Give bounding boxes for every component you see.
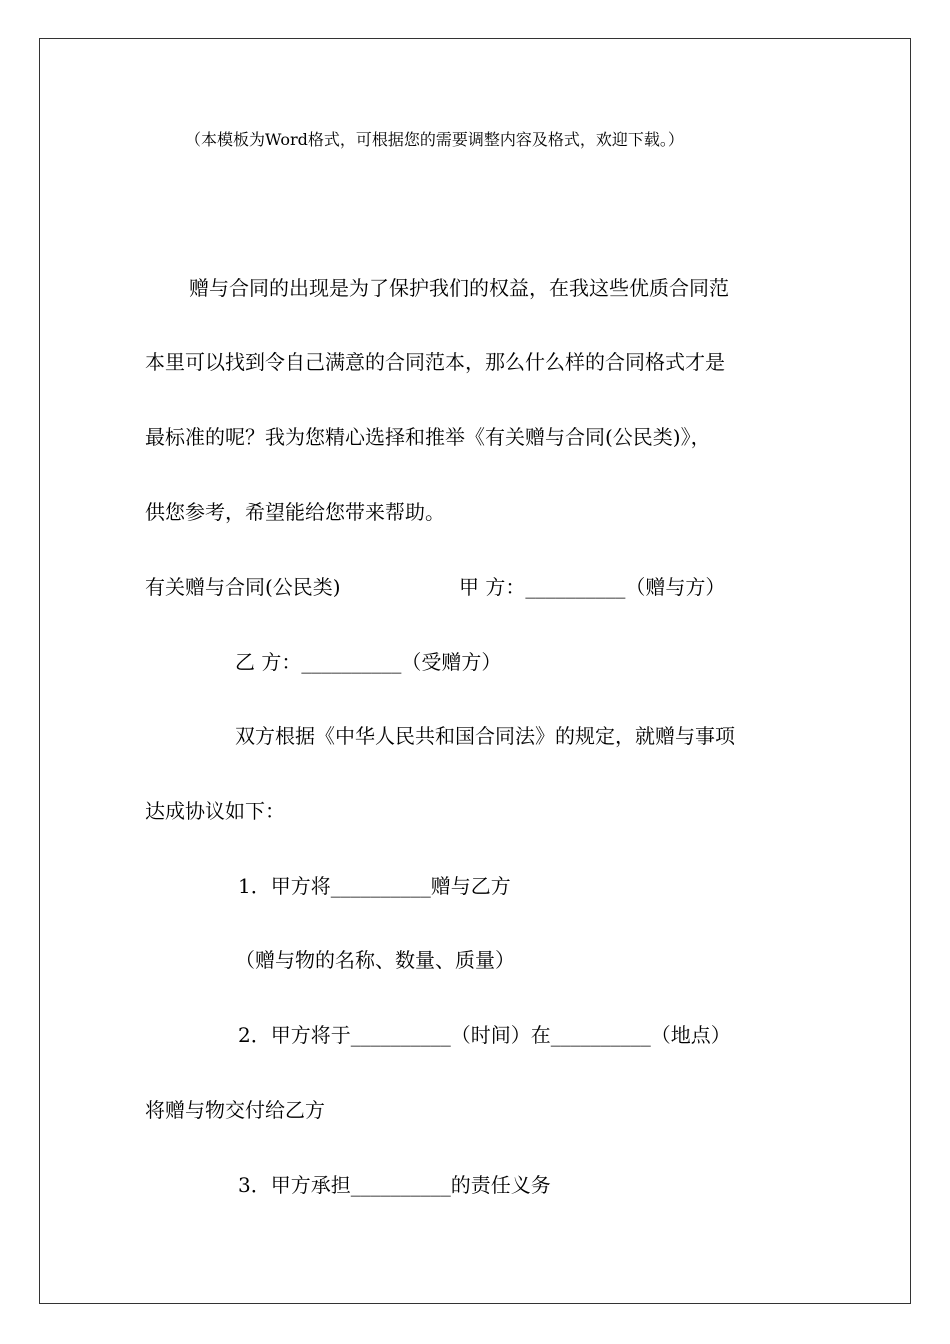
intro-line-3: 最标准的呢？我为您精心选择和推举《有关赠与合同(公民类)》， — [145, 425, 711, 449]
clause-2: 2．甲方将于__________（时间）在__________（地点） — [238, 1023, 731, 1047]
agreement-line-1: 双方根据《中华人民共和国合同法》的规定，就赠与事项 — [235, 724, 735, 748]
agreement-line-2: 达成协议如下： — [145, 799, 285, 823]
template-note: （本模板为Word格式，可根据您的需要调整内容及格式，欢迎下载。） — [185, 130, 684, 149]
intro-line-1: 赠与合同的出现是为了保护我们的权益，在我这些优质合同范 — [189, 276, 729, 300]
intro-line-4: 供您参考，希望能给您带来帮助。 — [145, 500, 445, 524]
party-a-line: 甲 方：__________（赠与方） — [459, 575, 726, 599]
clause-3: 3．甲方承担__________的责任义务 — [238, 1173, 551, 1197]
clause-1: 1．甲方将__________赠与乙方 — [238, 874, 511, 898]
contract-title: 有关赠与合同(公民类) — [145, 575, 341, 599]
intro-line-2: 本里可以找到令自己满意的合同范本，那么什么样的合同格式才是 — [145, 350, 725, 374]
clause-2-cont: 将赠与物交付给乙方 — [145, 1098, 325, 1122]
clause-1-note: （赠与物的名称、数量、质量） — [235, 948, 515, 972]
party-b-line: 乙 方：__________（受赠方） — [235, 650, 502, 674]
